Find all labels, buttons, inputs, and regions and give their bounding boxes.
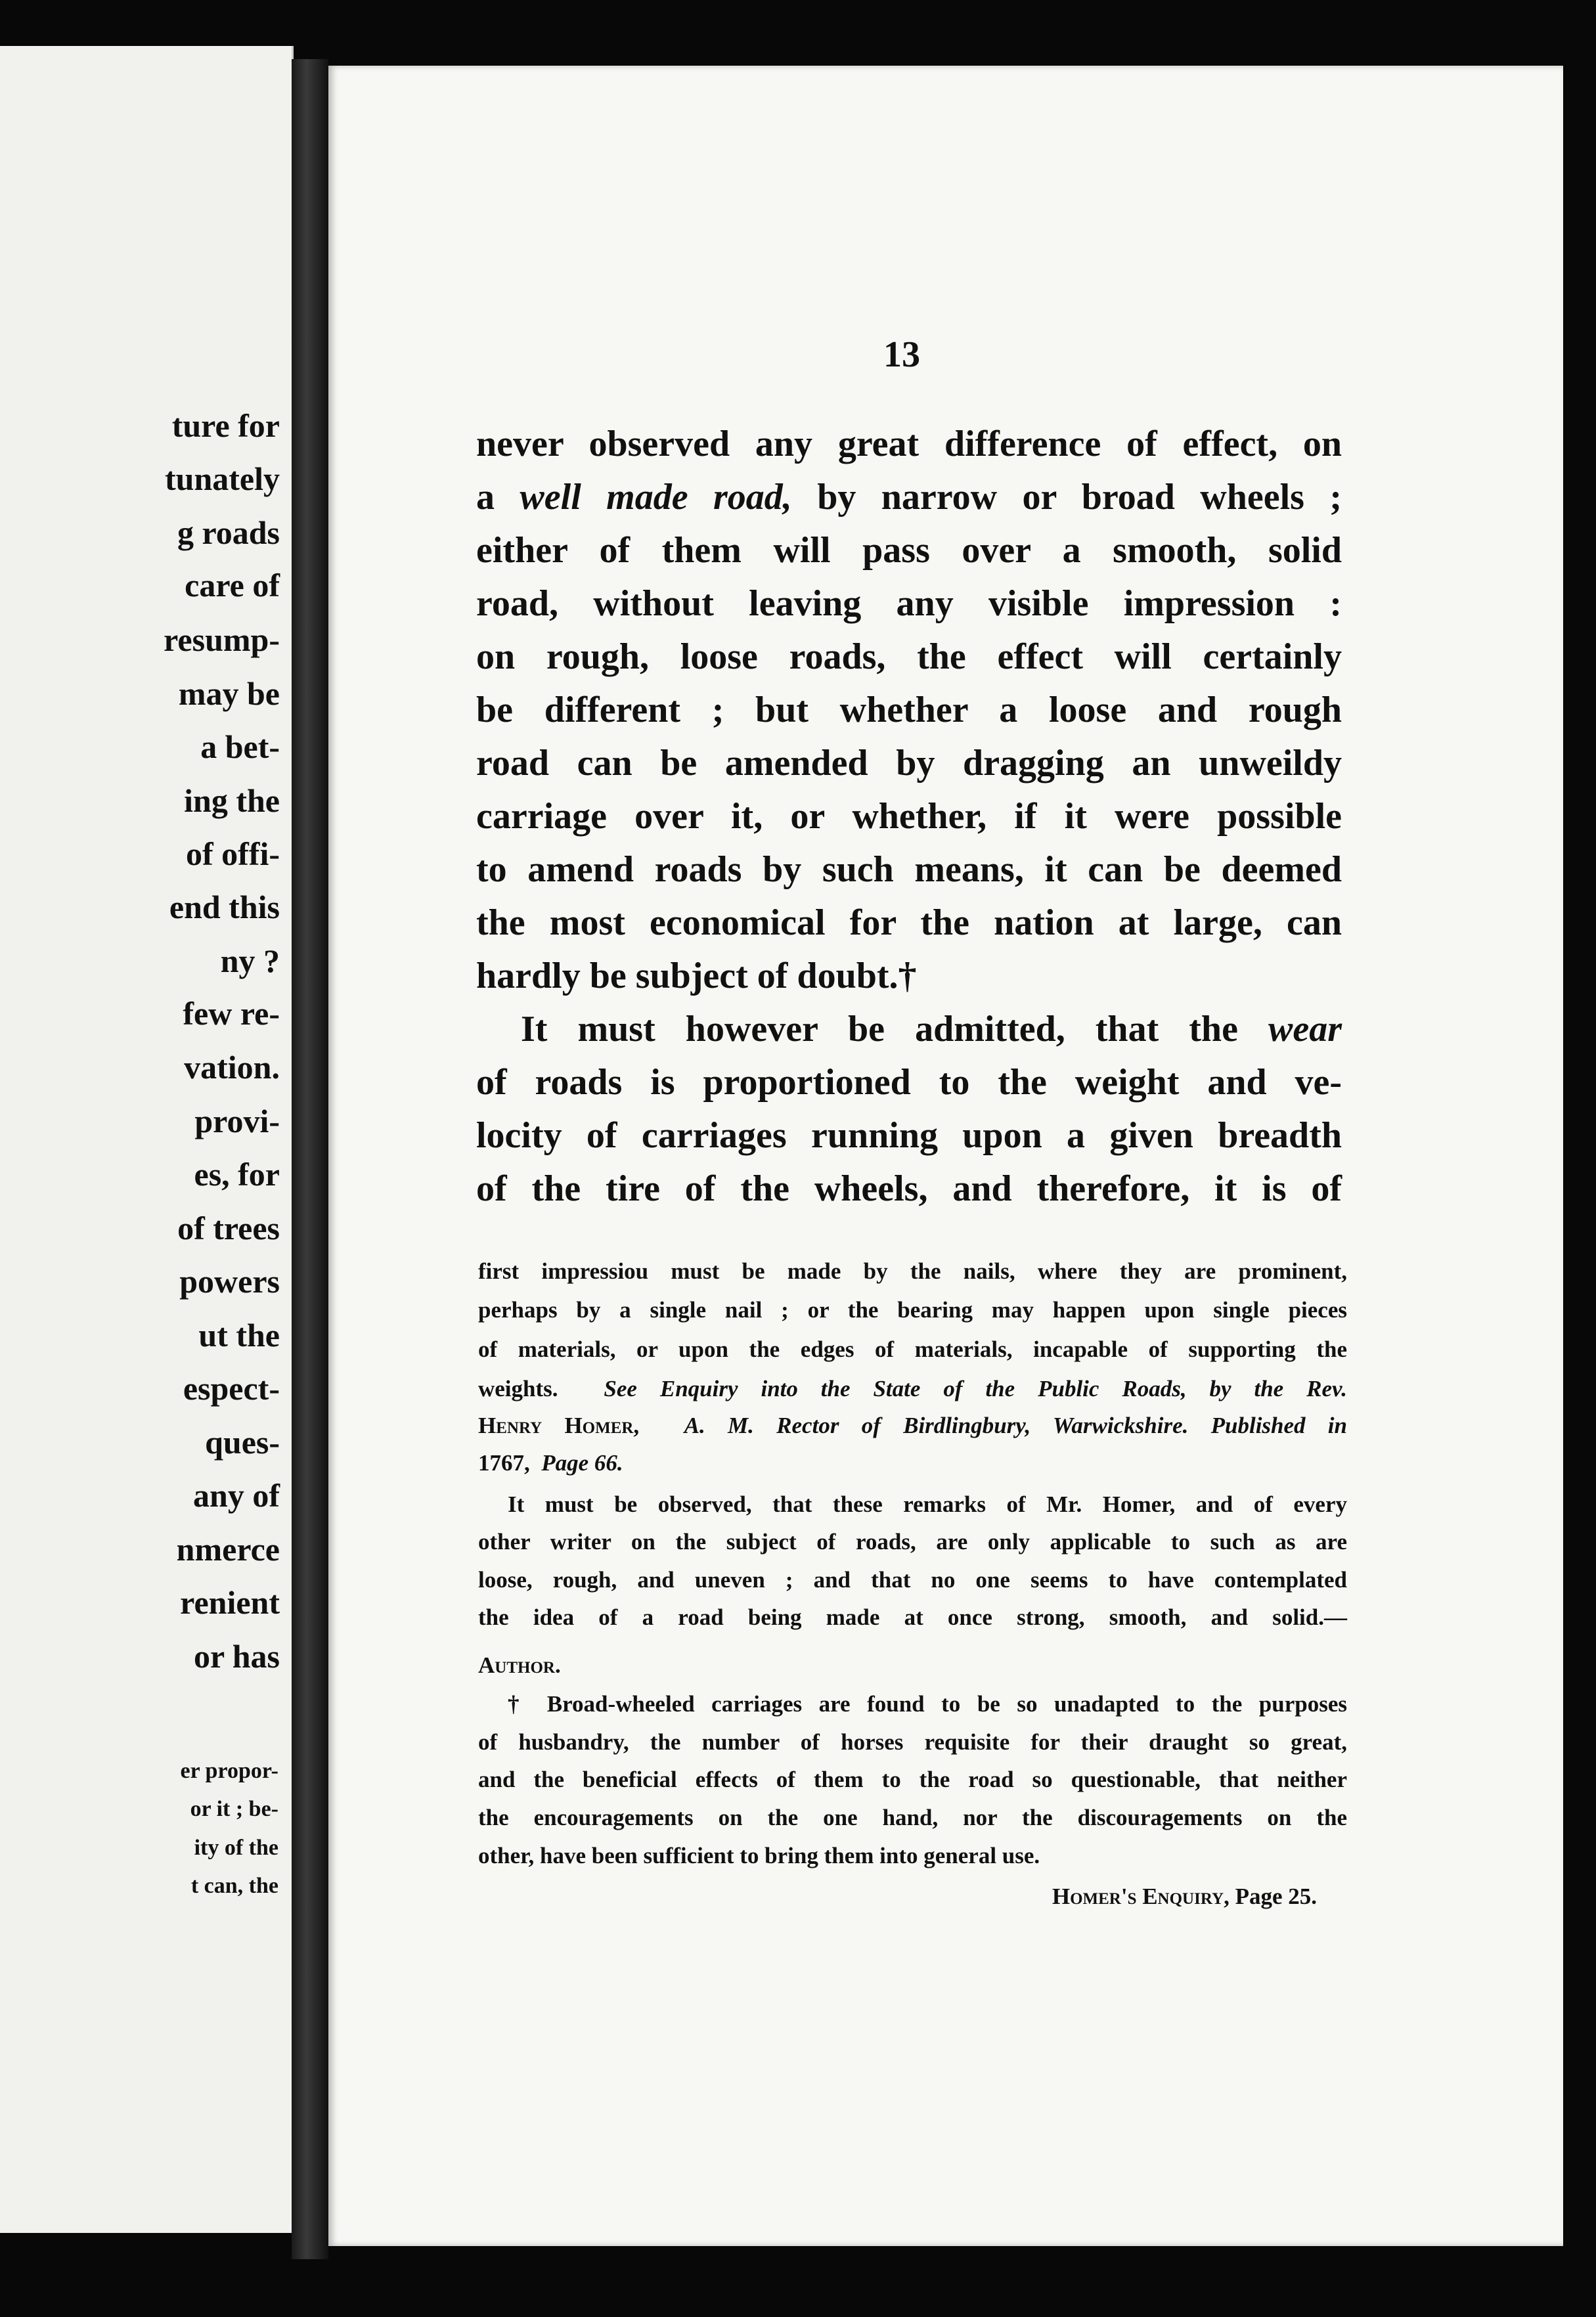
footnote-line: of materials, or upon the edges of materials, incapable of supporting the (478, 1336, 1347, 1362)
left-page-line: renient (180, 1584, 280, 1621)
left-page-line: end this (169, 889, 280, 925)
footnote-line: † Broad-wheeled carriages are found to be so unadapted to the purposes (508, 1691, 1347, 1717)
body-line: be different ; but whether a loose and rough (476, 690, 1342, 730)
page-number: 13 (883, 334, 920, 375)
body-segment: by narrow or broad wheels ; (791, 477, 1342, 518)
left-page-line: ture for (171, 407, 280, 444)
body-segment: well made road, (520, 477, 792, 518)
body-line: locity of carriages running upon a given breadth (476, 1115, 1342, 1156)
left-page-line: ut the (198, 1317, 280, 1354)
footnote-line: It must be observed, that these remarks of Mr. Homer, and of every (508, 1491, 1347, 1517)
footnote-author: Author. (478, 1652, 561, 1678)
left-page-footnote-line: ity of the (194, 1836, 278, 1860)
left-page-line: powers (179, 1263, 280, 1300)
body-line (476, 1011, 1342, 1048)
footnote-line: weights. See Enquiry into the State of the Public Roads, by the Rev. (478, 1376, 1348, 1401)
footnote-line: and the beneficial effects of them to the road so questionable, that neither (478, 1767, 1347, 1792)
right-page (328, 66, 1563, 2246)
body-line: road, without leaving any visible impression : (476, 583, 1342, 624)
book-spine (292, 59, 328, 2259)
body-line (476, 479, 1342, 516)
left-page-footnote-line: er propor- (180, 1759, 278, 1783)
footnote-line: of husbandry, the number of horses requisite for their draught so great, (478, 1729, 1347, 1755)
left-page-line: of offi- (186, 835, 280, 872)
footnote-line: loose, rough, and uneven ; and that no one seems to have contemplated (478, 1567, 1347, 1593)
left-page-line: or has (193, 1638, 280, 1675)
footnote-line: the idea of a road being made at once strong, smooth, and solid.— (478, 1604, 1347, 1630)
left-page-line: resump- (164, 621, 280, 658)
left-page-line: care of (185, 567, 280, 604)
left-page (0, 46, 294, 2233)
body-segment: wear (1268, 1009, 1342, 1049)
left-page-line: a bet- (200, 728, 280, 765)
left-page-line: ing the (184, 782, 280, 819)
footnote-line: perhaps by a single nail ; or the bearing may happen upon single pieces (478, 1297, 1347, 1323)
left-page-line: of trees (177, 1210, 280, 1247)
body-segment: a (476, 477, 520, 518)
footnote-line: 1767, Page 66. (478, 1450, 623, 1476)
left-page-line: espect- (183, 1370, 280, 1407)
body-line: of roads is proportioned to the weight and ve- (476, 1062, 1342, 1103)
footnote-line: the encouragements on the one hand, nor the discouragements on the (478, 1805, 1347, 1830)
body-segment: It must however be admitted, that the (521, 1009, 1268, 1049)
left-page-line: vation. (184, 1049, 280, 1086)
left-page-footnote-line: or it ; be- (190, 1797, 278, 1821)
body-line: hardly be subject of doubt.† (476, 956, 917, 996)
body-line: of the tire of the wheels, and therefore, it is of (476, 1168, 1342, 1209)
footnote-source: Homer's Enquiry, Page 25. (1052, 1884, 1317, 1909)
body-line: on rough, loose roads, the effect will certainly (476, 636, 1342, 677)
left-page-line: nmerce (176, 1531, 280, 1568)
left-page-line: ny ? (220, 942, 280, 979)
left-page-line: ques- (205, 1424, 280, 1461)
left-page-line: may be (178, 675, 280, 712)
left-page-line: tunately (165, 460, 280, 497)
body-line: either of them will pass over a smooth, solid (476, 530, 1342, 571)
left-page-line: es, for (194, 1156, 280, 1193)
footnote-line: other writer on the subject of roads, are only applicable to such as are (478, 1529, 1347, 1555)
body-line: carriage over it, or whether, if it were possible (476, 796, 1342, 837)
body-line: the most economical for the nation at large, can (476, 902, 1342, 943)
left-page-line: g roads (177, 514, 280, 551)
left-page-line: provi- (194, 1103, 280, 1139)
body-line: to amend roads by such means, it can be deemed (476, 849, 1342, 890)
footnote-line: first impressiou must be made by the nails, where they are prominent, (478, 1258, 1347, 1284)
body-line: never observed any great difference of effect, on (476, 424, 1342, 464)
footnote-line: Henry Homer, A. M. Rector of Birdlingbury, Warwickshire. Published in (478, 1413, 1347, 1438)
body-line: road can be amended by dragging an unweildy (476, 743, 1342, 783)
left-page-line: few re- (183, 995, 280, 1032)
left-page-footnote-line: t can, the (190, 1874, 278, 1898)
left-page-line: any of (193, 1477, 280, 1514)
footnote-line: other, have been sufficient to bring them into general use. (478, 1843, 1040, 1868)
